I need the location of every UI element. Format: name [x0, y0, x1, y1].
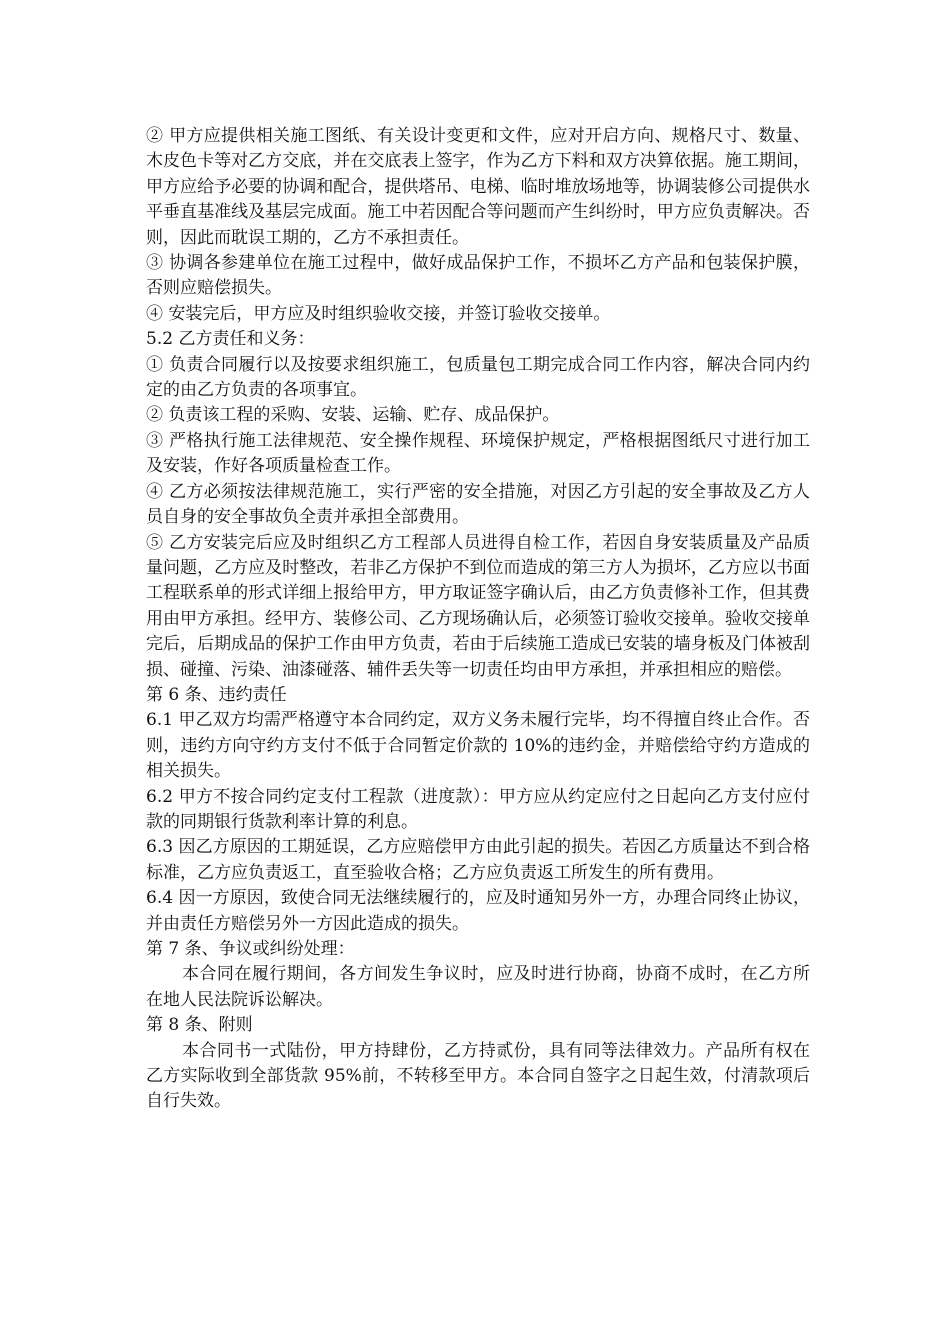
- article-8-heading: 第 8 条、附则: [146, 1015, 253, 1036]
- article-7-heading: 第 7 条、争议或纠纷处理：: [146, 939, 355, 959]
- clause-5-2-item-3: ③ 严格执行施工法律规范、安全操作规程、环境保护规定，严格根据图纸尺寸进行加工及安装，作好各项质量检查工作。: [146, 430, 810, 477]
- clause-5-2-item-5: ⑤ 乙方安装完后应及时组织乙方工程部人员进得自检工作，若因自身安装质量及产品质量问题，乙方应及时整改，若非乙方保护不到位而造成的第三方人为损坏，乙方应以书面工程联系单的形式详细上报给甲方，甲方取证签字确认后，由乙方负责修补工作，但其费用由甲方承担。经甲方、装修公司、乙方现场确认后，必须签订验收交接单。验收交接单完后，后期成品的保护工作由甲方负责，若由于后续施工造成已安装的墙身板及门体被刮损、碰撞、污染、油漆碰落、辅件丢失等一切责任均由甲方承担，并承担相应的赔偿。: [146, 532, 810, 680]
- clause-6-1: 6.1 甲乙双方均需严格遵守本合同约定，双方义务未履行完毕，均不得擅自终止合作。否则，违约方向守约方支付不低于合同暂定价款的 10%的违约金，并赔偿给守约方造成的相关损失。: [146, 710, 810, 782]
- clause-6-3: 6.3 因乙方原因的工期延误，乙方应赔偿甲方由此引起的损失。若因乙方质量达不到合格标准，乙方应负责返工，直至验收合格；乙方应负责返工所发生的所有费用。: [146, 837, 810, 883]
- clause-6-2: 6.2 甲方不按合同约定支付工程款（进度款）：甲方应从约定应付之日起向乙方支付应付款的同期银行货款利率计算的利息。: [146, 786, 810, 832]
- clause-5-2-item-2: ② 负责该工程的采购、安装、运输、贮存、成品保护。: [146, 405, 560, 426]
- clause-5-1-item-4: ④ 安装完后，甲方应及时组织验收交接，并签订验收交接单。: [146, 303, 611, 324]
- clause-5-2-item-1: ① 负责合同履行以及按要求组织施工，包质量包工期完成合同工作内容，解决合同内约定的由乙方负责的各项事宜。: [146, 354, 810, 401]
- article-6-heading: 第 6 条、违约责任: [146, 684, 287, 705]
- clause-5-2-item-4: ④ 乙方必须按法律规范施工，实行严密的安全措施，对因乙方引起的安全事故及乙方人员自身的安全事故负全责并承担全部费用。: [146, 481, 810, 528]
- clause-5-1-item-3: ③ 协调各参建单位在施工过程中，做好成品保护工作，不损坏乙方产品和包装保护膜，否则应赔偿损失。: [146, 253, 810, 299]
- clause-5-2-heading: 5.2 乙方责任和义务：: [146, 329, 315, 350]
- document-body: [146, 124, 810, 1115]
- article-7-body: 本合同在履行期间，各方间发生争议时，应及时进行协商，协商不成时，在乙方所在地人民法院诉讼解决。: [146, 964, 810, 1010]
- clause-6-4: 6.4 因一方原因，致使合同无法继续履行的，应及时通知另外一方，办理合同终止协议，并由责任方赔偿另外一方因此造成的损失。: [146, 888, 810, 934]
- article-8-body: 本合同书一式陆份，甲方持肆份，乙方持贰份，具有同等法律效力。产品所有权在乙方实际收到全部货款 95%前，不转移至甲方。本合同自签字之日起生效，付清款项后自行失效。: [146, 1040, 810, 1112]
- clause-5-1-item-2: ② 甲方应提供相关施工图纸、有关设计变更和文件，应对开启方向、规格尺寸、数量、木皮色卡等对乙方交底，并在交底表上签字，作为乙方下料和双方决算依据。施工期间，甲方应给予必要的协调和配合，提供塔吊、电梯、临时堆放场地等，协调装修公司提供水平垂直基准线及基层完成面。施工中若因配合等问题而产生纠纷时，甲方应负责解决。否则，因此而耽误工期的，乙方不承担责任。: [146, 126, 810, 248]
